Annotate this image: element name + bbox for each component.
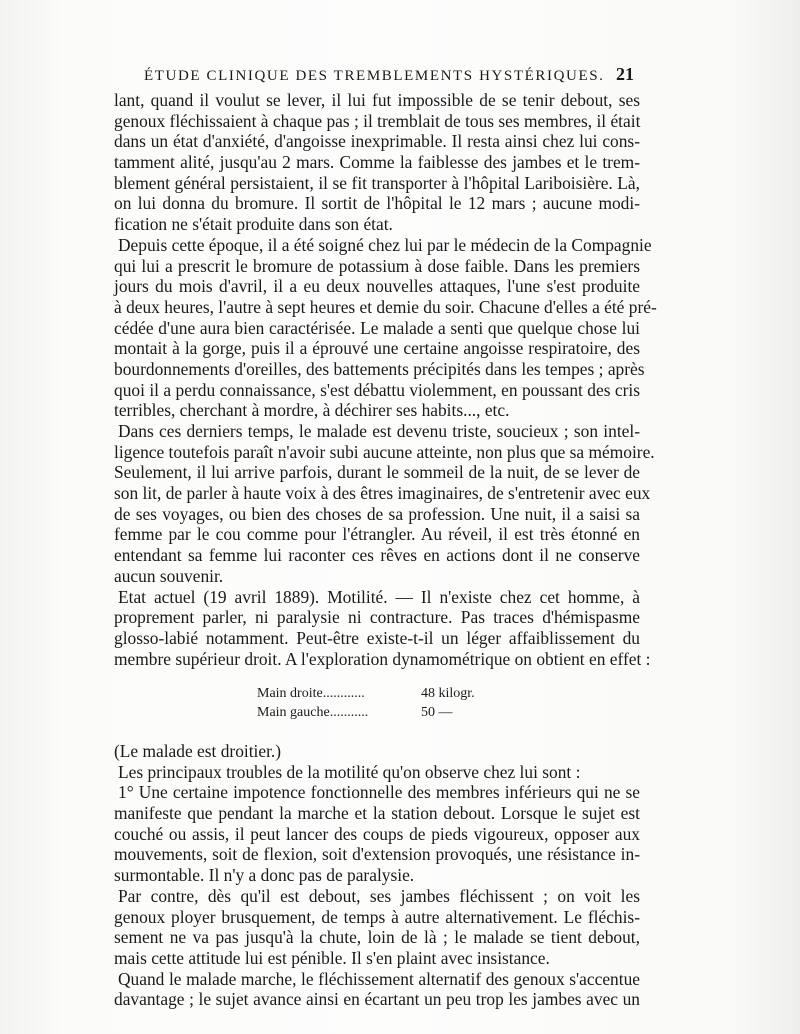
table-row	[257, 684, 497, 703]
text-line: Depuis cette époque, il a été soigné chez lui par le médecin de la Compagnie	[118, 234, 652, 255]
text-line: de ses voyages, ou bien des choses de sa profession. Une nuit, il a saisi sa	[114, 503, 640, 524]
text-line: sement ne va pas jusqu'à la chute, loin de là ; le malade se tient debout,	[114, 927, 640, 948]
text-line: mais cette attitude lui est pénible. Il s'en plaint avec insistance.	[114, 947, 550, 968]
table-label: Main droite............	[257, 686, 365, 701]
text-line: 1° Une certaine impotence fonctionnelle des membres inférieurs qui ne se	[118, 782, 640, 803]
text-line: membre supérieur droit. A l'exploration dynamométrique on obtient en effet :	[114, 648, 651, 669]
running-head: ÉTUDE CLINIQUE DES TREMBLEMENTS HYSTÉRIQUES.	[144, 68, 605, 84]
text-line: Etat actuel (19 avril 1889). Motilité. — Il n'existe chez cet homme, à	[118, 586, 640, 607]
text-line: manifeste que pendant la marche et la station debout. Lorsque le sujet est	[114, 803, 640, 824]
text-line: à deux heures, l'autre à sept heures et demie du soir. Chacune d'elles a été pré-	[114, 296, 657, 317]
text-line: mouvements, soit de flexion, soit d'extension provoqués, une résistance in-	[114, 844, 640, 865]
text-line: jours du mois d'avril, il a eu deux nouvelles attaques, l'une s'est produite	[114, 276, 640, 297]
text-line: fication ne s'était produite dans son état.	[114, 214, 393, 235]
dynamometer-table	[257, 684, 497, 722]
text-line: Quand le malade marche, le fléchissement alternatif des genoux s'accentue	[118, 968, 640, 989]
text-line: Les principaux troubles de la motilité qu'on observe chez lui sont :	[118, 761, 581, 782]
text-line: ligence toutefois paraît n'avoir subi aucune atteinte, non plus que sa mémoire.	[114, 441, 655, 462]
text-line: entendant sa femme lui raconter ces rêves en actions dont il ne conserve	[114, 545, 640, 566]
table-value: 50 —	[421, 705, 453, 720]
page-number: 21	[616, 64, 634, 84]
text-line: genoux fléchissaient à chaque pas ; il tremblait de tous ses membres, il était	[114, 110, 641, 131]
table-value: 48 kilogr.	[421, 686, 475, 701]
text-line: aucun souvenir.	[114, 565, 224, 586]
text-line: femme par le cou comme pour l'étrangler. Au réveil, il est très étonné en	[114, 524, 640, 545]
text-line: proprement parler, ni paralysie ni contracture. Pas traces d'hémispasme	[114, 607, 640, 628]
text-line: qui lui a prescrit le bromure de potassium à dose faible. Dans les premiers	[114, 255, 640, 276]
text-line: blement général persistaient, il se fit transporter à l'hôpital Lariboisière. Là,	[114, 172, 640, 193]
text-line: davantage ; le sujet avance ainsi en écartant un peu trop les jambes avec un	[114, 989, 640, 1010]
text-line: Par contre, dès qu'il est debout, ses jambes fléchissent ; on voit les	[118, 885, 640, 906]
table-row	[257, 703, 497, 722]
text-line: tamment alité, jusqu'au 2 mars. Comme la faiblesse des jambes et le trem-	[114, 152, 640, 173]
text-line: quoi il a perdu connaissance, s'est débattu violemment, en poussant des cris	[114, 379, 640, 400]
body-text-lower	[114, 741, 640, 1010]
text-line: son lit, de parler à haute voix à des êtres imaginaires, de s'entretenir avec eux	[114, 483, 651, 504]
text-line: couché ou assis, il peut lancer des coups de pieds vigoureux, opposer aux	[114, 823, 640, 844]
body-text-upper	[114, 90, 657, 669]
text-line: surmontable. Il n'y a donc pas de paralysie.	[114, 865, 415, 886]
table-label: Main gauche...........	[257, 705, 369, 720]
text-line: Dans ces derniers temps, le malade est devenu triste, soucieux ; son intel-	[118, 421, 640, 441]
text-line: genoux ployer brusquement, de temps à autre alternativement. Le fléchis-	[114, 906, 640, 927]
page-header	[140, 64, 634, 90]
text-line: dans un état d'anxiété, d'angoisse inexprimable. Il resta ainsi chez lui cons-	[114, 131, 640, 152]
text-line: on lui donna du bromure. Il sortit de l'hôpital le 12 mars ; aucune modi-	[114, 193, 640, 214]
text-line: lant, quand il voulut se lever, il lui fut impossible de se tenir debout, ses	[114, 90, 640, 110]
text-line: Seulement, il lui arrive parfois, durant le sommeil de la nuit, de se lever de	[114, 462, 640, 483]
text-line: cédée d'une aura bien caractérisée. Le malade a senti que quelque chose lui	[114, 317, 640, 338]
text-line: glosso-labié notamment. Peut-être existe-t-il un léger affaiblissement du	[114, 627, 640, 648]
text-line: montait à la gorge, puis il a éprouvé une certaine angoisse respiratoire, des	[114, 338, 640, 359]
text-line: terribles, cherchant à mordre, à déchirer ses habits..., etc.	[114, 400, 510, 421]
text-line: bourdonnements d'oreilles, des battements précipités dans les tempes ; après	[114, 358, 645, 379]
text-line: (Le malade est droitier.)	[114, 741, 282, 761]
